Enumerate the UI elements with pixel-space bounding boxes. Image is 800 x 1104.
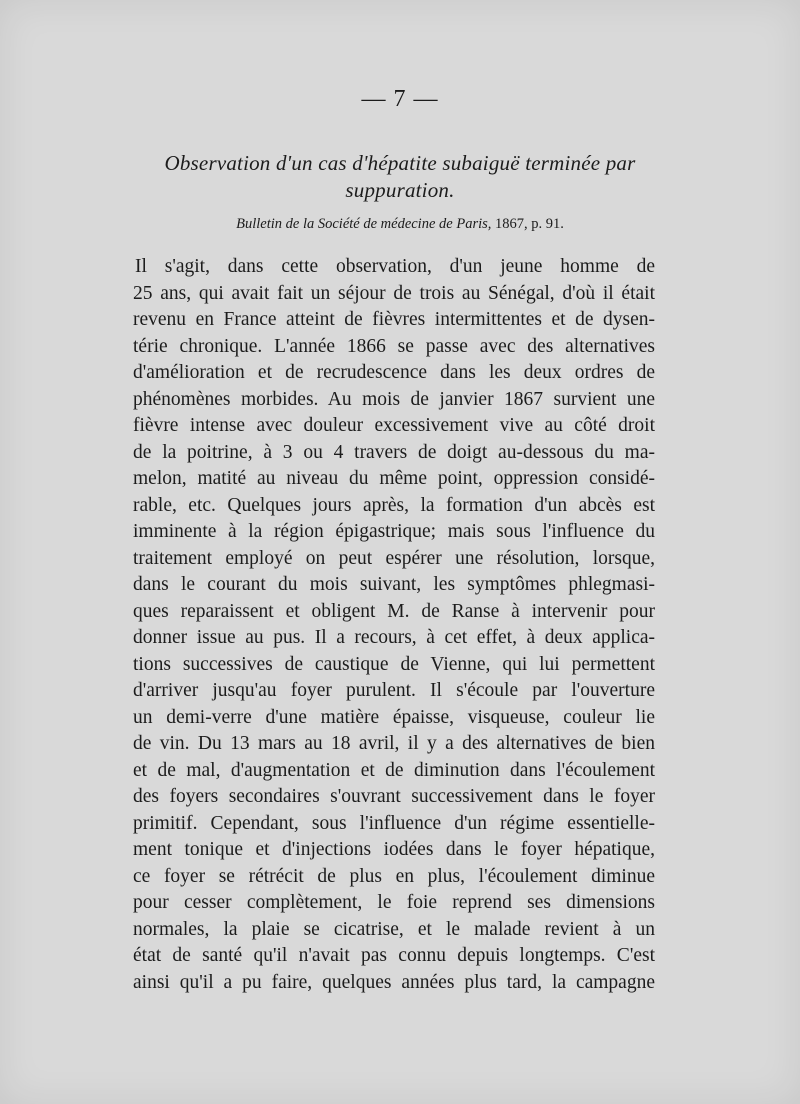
observation-title-line-2: suppuration. bbox=[345, 178, 455, 202]
body-line: dans le courant du mois suivant, les symptômes phlegmasi- bbox=[133, 574, 655, 595]
body-line: imminente à la région épigastrique; mais sous l'influence du bbox=[133, 521, 655, 542]
body-line: donner issue au pus. Il a recours, à cet effet, à deux applica- bbox=[133, 627, 655, 648]
body-line: d'amélioration et de recrudescence dans les deux ordres de bbox=[133, 362, 655, 383]
body-line: ce foyer se rétrécit de plus en plus, l'écoulement diminue bbox=[133, 865, 655, 887]
body-line: ment tonique et d'injections iodées dans le foyer hépatique, bbox=[133, 839, 655, 860]
body-paragraph bbox=[133, 254, 655, 996]
body-line: normales, la plaie se cicatrise, et le malade revient à un bbox=[133, 918, 655, 940]
body-line: Il s'agit, dans cette observation, d'un jeune homme de bbox=[135, 256, 655, 277]
body-line: ainsi qu'il a pu faire, quelques années plus tard, la campagne bbox=[133, 971, 655, 993]
page-number: — 7 — bbox=[361, 86, 439, 112]
body-line: un demi-verre d'une matière épaisse, visqueuse, couleur lie bbox=[133, 706, 655, 728]
body-line: et de mal, d'augmentation et de diminution dans l'écoulement bbox=[133, 759, 655, 781]
body-line: état de santé qu'il n'avait pas connu depuis longtemps. C'est bbox=[133, 945, 655, 966]
body-line: des foyers secondaires s'ouvrant successivement dans le foyer bbox=[133, 786, 655, 807]
body-line: pour cesser complètement, le foie reprend ses dimensions bbox=[133, 892, 655, 913]
body-line: térie chronique. L'année 1866 se passe avec des alternatives bbox=[133, 335, 655, 357]
body-line: traitement employé on peut espérer une résolution, lorsque, bbox=[133, 547, 655, 569]
body-line: 25 ans, qui avait fait un séjour de trois au Sénégal, d'où il était bbox=[133, 282, 655, 304]
body-line: phénomènes morbides. Au mois de janvier 1867 survient une bbox=[133, 388, 655, 410]
body-line: rable, etc. Quelques jours après, la formation d'un abcès est bbox=[133, 494, 655, 516]
source-journal: Bulletin de la Société de médecine de Paris, bbox=[236, 216, 492, 232]
body-line: revenu en France atteint de fièvres intermittentes et de dysen- bbox=[133, 309, 655, 330]
body-line: ques reparaissent et obligent M. de Ranse à intervenir pour bbox=[133, 600, 655, 622]
source-citation bbox=[0, 216, 800, 233]
body-line: de vin. Du 13 mars au 18 avril, il y a des alternatives de bien bbox=[133, 733, 655, 754]
body-line: tions successives de caustique de Vienne, qui lui permettent bbox=[133, 653, 655, 675]
source-year-page: 1867, p. 91. bbox=[491, 216, 564, 232]
observation-title-line-1: Observation d'un cas d'hépatite subaiguë terminée par bbox=[164, 151, 636, 175]
body-line: de la poitrine, à 3 ou 4 travers de doigt au-dessous du ma- bbox=[133, 441, 655, 463]
body-line: fièvre intense avec douleur excessivement vive au côté droit bbox=[133, 415, 655, 436]
body-line: melon, matité au niveau du même point, oppression considé- bbox=[133, 468, 655, 489]
body-line: primitif. Cependant, sous l'influence d'un régime essentielle- bbox=[133, 812, 655, 834]
body-line: d'arriver jusqu'au foyer purulent. Il s'écoule par l'ouverture bbox=[133, 680, 655, 701]
